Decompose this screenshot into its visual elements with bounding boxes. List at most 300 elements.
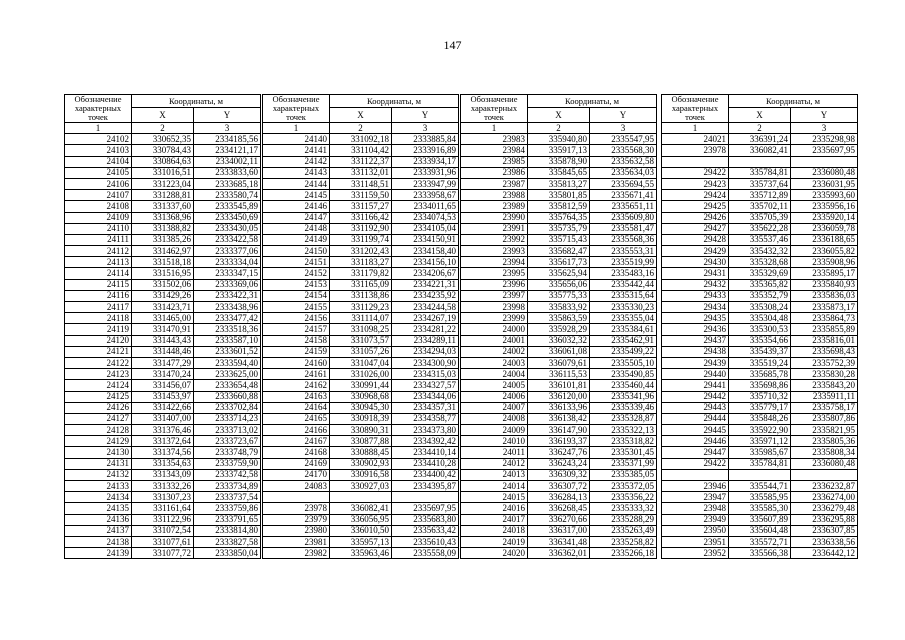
table-row (461, 469, 657, 480)
x-coord: 335845,65 (528, 167, 590, 178)
x-coord: 331422,66 (132, 402, 194, 413)
point-id (662, 469, 729, 480)
coord-table-2 (262, 94, 459, 559)
y-coord: 2333601,52 (194, 346, 261, 357)
y-coord: 2334392,42 (392, 436, 459, 447)
table-row (65, 290, 261, 301)
table-row (65, 469, 261, 480)
point-id: 24140 (263, 134, 330, 145)
x-coord: 330888,45 (330, 447, 392, 458)
table-row (263, 481, 459, 492)
x-coord: 335328,68 (729, 257, 791, 268)
point-id: 23951 (662, 536, 729, 547)
point-id: 24136 (65, 514, 132, 525)
point-id: 29438 (662, 346, 729, 357)
x-coord: 335957,13 (330, 536, 392, 547)
point-id: 24004 (461, 369, 528, 380)
point-id: 29430 (662, 257, 729, 268)
table-row (461, 357, 657, 368)
point-id: 29436 (662, 324, 729, 335)
x-coord: 331332,26 (132, 481, 194, 492)
x-coord: 331092,18 (330, 134, 392, 145)
point-id: 23982 (263, 548, 330, 559)
table-row (662, 525, 858, 536)
x-coord: 330918,39 (330, 413, 392, 424)
table-row (263, 548, 459, 559)
y-coord: 2335547,95 (590, 134, 657, 145)
point-id: 29425 (662, 201, 729, 212)
x-coord: 330945,30 (330, 402, 392, 413)
table-row (263, 492, 459, 503)
table-row (263, 380, 459, 391)
point-id: 23950 (662, 525, 729, 536)
point-id: 23981 (263, 536, 330, 547)
point-id: 24115 (65, 279, 132, 290)
table-row (662, 357, 858, 368)
y-coord: 2333477,42 (194, 313, 261, 324)
y-coord: 2334395,87 (392, 481, 459, 492)
y-coord: 2333334,04 (194, 257, 261, 268)
y-coord: 2336059,78 (791, 223, 858, 234)
table-row (65, 458, 261, 469)
table-row (662, 212, 858, 223)
x-coord: 335544,71 (729, 481, 791, 492)
x-coord: 336317,00 (528, 525, 590, 536)
table-row (263, 369, 459, 380)
x-coord: 336147,90 (528, 425, 590, 436)
x-coord: 331456,07 (132, 380, 194, 391)
point-id: 24106 (65, 178, 132, 189)
table-row (263, 346, 459, 357)
y-coord: 2336442,12 (791, 548, 858, 559)
point-id: 24120 (65, 335, 132, 346)
point-id: 24138 (65, 536, 132, 547)
x-coord: 335682,47 (528, 246, 590, 257)
table-row (263, 525, 459, 536)
index-row (263, 123, 459, 134)
x-coord: 336079,61 (528, 357, 590, 368)
x-coord: 330916,58 (330, 469, 392, 480)
point-id: 29428 (662, 234, 729, 245)
point-id: 23990 (461, 212, 528, 223)
y-coord: 2334156,10 (392, 257, 459, 268)
point-id: 24170 (263, 469, 330, 480)
point-id: 24167 (263, 436, 330, 447)
point-id: 24018 (461, 525, 528, 536)
x-coord: 335715,43 (528, 234, 590, 245)
point-id: 23978 (263, 503, 330, 514)
y-coord: 2333931,96 (392, 167, 459, 178)
x-coord: 335625,94 (528, 268, 590, 279)
x-coord: 336284,13 (528, 492, 590, 503)
x-coord: 335365,82 (729, 279, 791, 290)
y-coord: 2334294,03 (392, 346, 459, 357)
point-id: 24111 (65, 234, 132, 245)
table-row (263, 268, 459, 279)
point-id: 23987 (461, 178, 528, 189)
table-row (263, 302, 459, 313)
x-coord: 331354,63 (132, 458, 194, 469)
x-coord: 336309,32 (528, 469, 590, 480)
x-coord: 331199,74 (330, 234, 392, 245)
x-coord: 331448,46 (132, 346, 194, 357)
y-coord: 2336338,56 (791, 536, 858, 547)
y-coord: 2335519,99 (590, 257, 657, 268)
x-coord: 335985,67 (729, 447, 791, 458)
x-coord: 331307,23 (132, 492, 194, 503)
point-id: 24126 (65, 402, 132, 413)
table-row (65, 346, 261, 357)
x-header: X (132, 108, 194, 123)
y-coord: 2335318,82 (590, 436, 657, 447)
y-coord: 2336295,88 (791, 514, 858, 525)
point-id: 24155 (263, 302, 330, 313)
x-coord: 336341,48 (528, 536, 590, 547)
x-coord: 335940,80 (528, 134, 590, 145)
y-coord: 2335558,09 (392, 548, 459, 559)
x-coord: 331368,96 (132, 212, 194, 223)
point-id: 24168 (263, 447, 330, 458)
x-coord: 335304,48 (729, 313, 791, 324)
y-coord: 2333422,31 (194, 290, 261, 301)
point-id: 24014 (461, 481, 528, 492)
table-row (65, 167, 261, 178)
point-id: 24156 (263, 313, 330, 324)
y-coord: 2333377,06 (194, 246, 261, 257)
point-id: 24164 (263, 402, 330, 413)
y-coord: 2335683,80 (392, 514, 459, 525)
x-coord: 330968,68 (330, 391, 392, 402)
x-coord: 335352,79 (729, 290, 791, 301)
column-index: 1 (65, 123, 132, 134)
point-id: 24127 (65, 413, 132, 424)
y-coord: 2336080,48 (791, 458, 858, 469)
x-coord: 331192,90 (330, 223, 392, 234)
table-row (662, 178, 858, 189)
x-coord: 335784,81 (729, 167, 791, 178)
y-coord: 2335808,34 (791, 447, 858, 458)
table-row (461, 525, 657, 536)
table-row (263, 212, 459, 223)
x-coord: 330652,35 (132, 134, 194, 145)
y-coord: 2335483,16 (590, 268, 657, 279)
x-coord: 331183,27 (330, 257, 392, 268)
table-row (461, 201, 657, 212)
y-coord (791, 469, 858, 480)
x-coord: 331026,00 (330, 369, 392, 380)
x-coord: 331343,09 (132, 469, 194, 480)
table-row (662, 223, 858, 234)
table-row (65, 234, 261, 245)
point-id: 24142 (263, 156, 330, 167)
table-row (65, 201, 261, 212)
x-coord: 336193,37 (528, 436, 590, 447)
x-coord: 336243,24 (528, 458, 590, 469)
point-id: 24152 (263, 268, 330, 279)
page-number: 147 (443, 38, 462, 52)
table-row (263, 335, 459, 346)
point-id: 29433 (662, 290, 729, 301)
x-coord: 331477,29 (132, 357, 194, 368)
y-coord: 2335694,55 (590, 178, 657, 189)
point-id: 24108 (65, 201, 132, 212)
y-coord: 2336031,95 (791, 178, 858, 189)
header-row (65, 95, 261, 108)
x-coord: 335300,53 (729, 324, 791, 335)
point-id: 24130 (65, 447, 132, 458)
y-coord: 2335322,13 (590, 425, 657, 436)
point-id: 24166 (263, 425, 330, 436)
y-coord: 2334289,11 (392, 335, 459, 346)
x-coord: 336082,41 (330, 503, 392, 514)
table-row (65, 335, 261, 346)
column-index: 2 (729, 123, 791, 134)
coords-header: Координаты, м (330, 95, 459, 108)
y-coord: 2335632,58 (590, 156, 657, 167)
table-row (65, 268, 261, 279)
y-coord: 2333654,48 (194, 380, 261, 391)
x-coord: 331518,18 (132, 257, 194, 268)
y-coord: 2336188,65 (791, 234, 858, 245)
table-row (65, 313, 261, 324)
table-row (461, 402, 657, 413)
x-coord: 331129,23 (330, 302, 392, 313)
point-id: 24145 (263, 190, 330, 201)
y-coord: 2335807,86 (791, 413, 858, 424)
table-row (461, 212, 657, 223)
x-coord: 331122,37 (330, 156, 392, 167)
x-coord: 336268,45 (528, 503, 590, 514)
table-row (65, 425, 261, 436)
column-index: 2 (528, 123, 590, 134)
y-coord: 2334410,28 (392, 458, 459, 469)
point-id: 24161 (263, 369, 330, 380)
table-row (65, 436, 261, 447)
point-id: 24114 (65, 268, 132, 279)
y-coord: 2333714,23 (194, 413, 261, 424)
point-id: 23998 (461, 302, 528, 313)
table-row (65, 134, 261, 145)
point-id: 29427 (662, 223, 729, 234)
x-coord: 336056,95 (330, 514, 392, 525)
point-id: 24139 (65, 548, 132, 559)
y-coord: 2334185,56 (194, 134, 261, 145)
y-coord: 2333347,15 (194, 268, 261, 279)
point-id: 29423 (662, 178, 729, 189)
table-row (461, 380, 657, 391)
point-id: 23995 (461, 268, 528, 279)
point-id: 29429 (662, 246, 729, 257)
table-row (461, 313, 657, 324)
point-id: 24133 (65, 481, 132, 492)
y-coord: 2335993,60 (791, 190, 858, 201)
x-coord: 331288,81 (132, 190, 194, 201)
table-row (461, 369, 657, 380)
y-coord: 2335581,47 (590, 223, 657, 234)
y-coord: 2336279,48 (791, 503, 858, 514)
y-coord: 2335873,17 (791, 302, 858, 313)
coords-header: Координаты, м (132, 95, 261, 108)
point-id: 24122 (65, 357, 132, 368)
point-id: 24158 (263, 335, 330, 346)
point-id: 24153 (263, 279, 330, 290)
x-coord: 331470,91 (132, 324, 194, 335)
x-coord: 331465,00 (132, 313, 194, 324)
x-coord: 330877,88 (330, 436, 392, 447)
label-header: Обозначение характерных точек (461, 95, 528, 123)
point-id: 24146 (263, 201, 330, 212)
point-id: 24154 (263, 290, 330, 301)
x-coord: 336101,81 (528, 380, 590, 391)
point-id: 24112 (65, 246, 132, 257)
point-id: 29422 (662, 458, 729, 469)
table-row (263, 413, 459, 424)
y-coord: 2335356,22 (590, 492, 657, 503)
point-id: 24110 (65, 223, 132, 234)
table-row (65, 447, 261, 458)
point-id: 23997 (461, 290, 528, 301)
x-coord: 335801,85 (528, 190, 590, 201)
x-coord: 331423,71 (132, 302, 194, 313)
table-row (65, 402, 261, 413)
x-coord: 336133,96 (528, 402, 590, 413)
y-coord: 2334158,40 (392, 246, 459, 257)
y-coord: 2335288,29 (590, 514, 657, 525)
table-row (461, 190, 657, 201)
point-id: 24121 (65, 346, 132, 357)
x-coord: 335848,26 (729, 413, 791, 424)
point-id: 24128 (65, 425, 132, 436)
table-row (263, 514, 459, 525)
table-row (662, 234, 858, 245)
table-row (65, 324, 261, 335)
table-row (461, 536, 657, 547)
table-row (461, 436, 657, 447)
x-coord: 335812,59 (528, 201, 590, 212)
label-header: Обозначение характерных точек (65, 95, 132, 123)
x-coord: 331132,01 (330, 167, 392, 178)
point-id: 24149 (263, 234, 330, 245)
point-id: 23991 (461, 223, 528, 234)
y-coord: 2335301,45 (590, 447, 657, 458)
point-id: 23989 (461, 201, 528, 212)
point-id: 24118 (65, 313, 132, 324)
x-coord: 335878,90 (528, 156, 590, 167)
x-coord: 335585,30 (729, 503, 791, 514)
y-coord: 2334281,22 (392, 324, 459, 335)
x-coord: 335702,11 (729, 201, 791, 212)
y-coord: 2335490,85 (590, 369, 657, 380)
x-header: X (729, 108, 791, 123)
y-coord: 2335341,96 (590, 391, 657, 402)
table-row (662, 302, 858, 313)
x-coord: 335698,86 (729, 380, 791, 391)
point-id: 24104 (65, 156, 132, 167)
x-coord: 335705,39 (729, 212, 791, 223)
table-row (263, 190, 459, 201)
table-row (65, 481, 261, 492)
point-id: 24009 (461, 425, 528, 436)
table-row (662, 324, 858, 335)
table-row (65, 212, 261, 223)
point-id: 24150 (263, 246, 330, 257)
point-id: 24162 (263, 380, 330, 391)
table-row (662, 492, 858, 503)
point-id: 24134 (65, 492, 132, 503)
table-row (662, 380, 858, 391)
y-coord: 2335920,14 (791, 212, 858, 223)
point-id: 29437 (662, 335, 729, 346)
y-coord: 2335568,30 (590, 145, 657, 156)
point-id: 24102 (65, 134, 132, 145)
table-row (461, 134, 657, 145)
x-coord: 335622,28 (729, 223, 791, 234)
y-coord: 2333885,84 (392, 134, 459, 145)
y-coord: 2335266,18 (590, 548, 657, 559)
table-row (662, 279, 858, 290)
y-coord: 2334235,92 (392, 290, 459, 301)
x-coord: 336391,24 (729, 134, 791, 145)
point-id: 23983 (461, 134, 528, 145)
y-coord: 2335671,41 (590, 190, 657, 201)
point-id: 24131 (65, 458, 132, 469)
y-coord: 2335855,89 (791, 324, 858, 335)
y-coord: 2333850,04 (194, 548, 261, 559)
y-coord: 2333934,17 (392, 156, 459, 167)
y-coord: 2334221,31 (392, 279, 459, 290)
x-coord: 335308,24 (729, 302, 791, 313)
point-id: 24165 (263, 413, 330, 424)
table-row (662, 201, 858, 212)
y-coord: 2333734,89 (194, 481, 261, 492)
x-coord: 331159,50 (330, 190, 392, 201)
index-row (65, 123, 261, 134)
column-index: 2 (132, 123, 194, 134)
point-id: 24119 (65, 324, 132, 335)
coord-table-3 (460, 94, 657, 559)
point-id: 24124 (65, 380, 132, 391)
table-row (461, 335, 657, 346)
point-id: 29442 (662, 391, 729, 402)
point-id: 29445 (662, 425, 729, 436)
table-row (65, 514, 261, 525)
x-header: X (330, 108, 392, 123)
x-coord: 331122,96 (132, 514, 194, 525)
point-id: 24019 (461, 536, 528, 547)
x-coord: 336061,08 (528, 346, 590, 357)
table-row (662, 257, 858, 268)
y-coord: 2335333,32 (590, 503, 657, 514)
y-coord: 2334410,14 (392, 447, 459, 458)
y-coord: 2335499,22 (590, 346, 657, 357)
point-id: 29439 (662, 357, 729, 368)
y-coord: 2335330,23 (590, 302, 657, 313)
y-coord: 2334357,31 (392, 402, 459, 413)
x-coord: 330890,31 (330, 425, 392, 436)
table-row (263, 223, 459, 234)
point-id: 24105 (65, 167, 132, 178)
table-row (662, 391, 858, 402)
y-coord: 2335651,11 (590, 201, 657, 212)
table-row (263, 134, 459, 145)
table-row (461, 324, 657, 335)
header-row (461, 95, 657, 108)
table-row (662, 413, 858, 424)
y-coord: 2336232,87 (791, 481, 858, 492)
x-coord: 331453,97 (132, 391, 194, 402)
table-row (263, 234, 459, 245)
table-row (662, 268, 858, 279)
